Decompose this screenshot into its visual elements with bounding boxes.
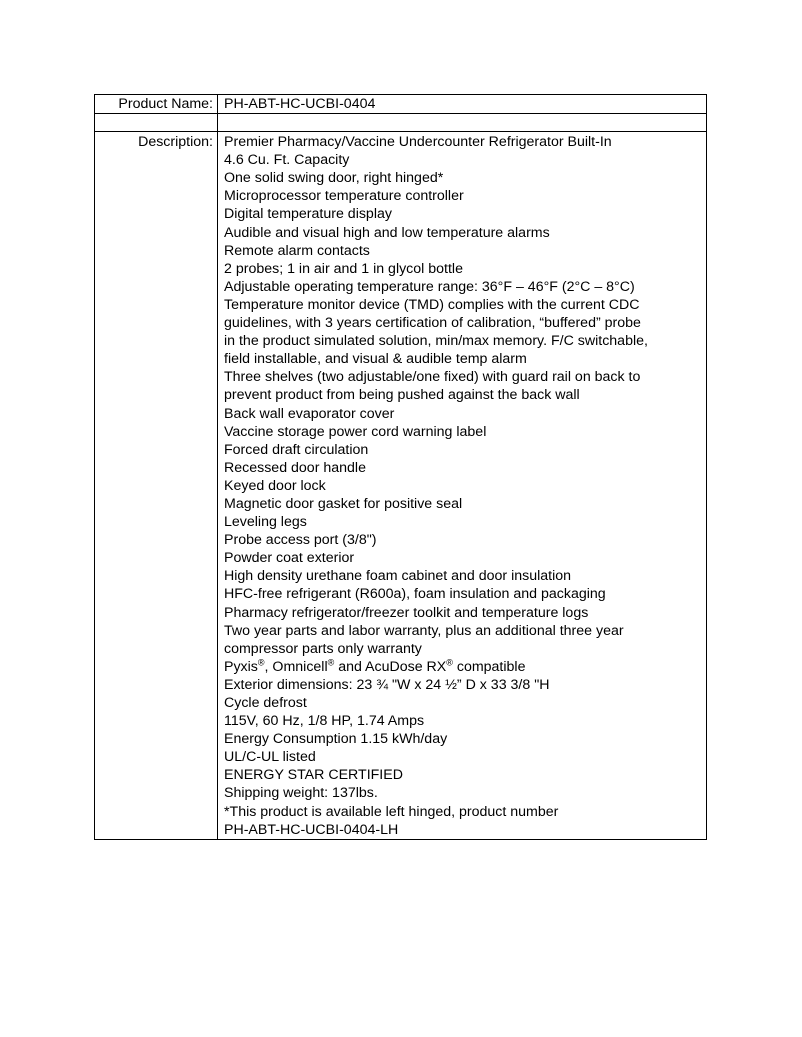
description-line: 2 probes; 1 in air and 1 in glycol bottle <box>224 260 463 277</box>
description-line: One solid swing door, right hinged* <box>224 170 444 187</box>
product-name-label: Product Name: <box>95 95 218 114</box>
product-name-value: PH-ABT-HC-UCBI-0404 <box>218 95 707 114</box>
omnicell-text: , Omnicell <box>264 658 328 675</box>
description-line: Leveling legs <box>224 514 307 531</box>
description-line: Powder coat exterior <box>224 550 355 567</box>
acudose-text: and AcuDose RX <box>334 658 447 675</box>
description-line: guidelines, with 3 years certification of calibration, “buffered” probe <box>224 315 641 332</box>
compatible-text: compatible <box>452 658 526 675</box>
empty-value-cell <box>218 114 707 132</box>
description-line: UL/C-UL listed <box>224 749 316 766</box>
description-line: 115V, 60 Hz, 1/8 HP, 1.74 Amps <box>224 713 425 730</box>
description-line: PH-ABT-HC-UCBI-0404-LH <box>224 821 399 838</box>
description-line: Back wall evaporator cover <box>224 405 395 422</box>
description-line: High density urethane foam cabinet and door insulation <box>224 568 572 585</box>
description-line: Microprocessor temperature controller <box>224 188 464 205</box>
description-line: prevent product from being pushed against the back wall <box>224 387 580 404</box>
description-line: HFC-free refrigerant (R600a), foam insulation and packaging <box>224 586 606 603</box>
description-line: Recessed door handle <box>224 459 366 476</box>
description-line: *This product is available left hinged, product number <box>224 803 559 820</box>
description-line: Remote alarm contacts <box>224 242 370 259</box>
description-line: Premier Pharmacy/Vaccine Undercounter Refrigerator Built-In <box>224 134 612 151</box>
description-label: Description: <box>95 132 218 840</box>
description-line: Vaccine storage power cord warning label <box>224 423 487 440</box>
pyxis-text: Pyxis <box>224 658 258 675</box>
description-line: 4.6 Cu. Ft. Capacity <box>224 152 350 169</box>
description-line: in the product simulated solution, min/max memory. F/C switchable, <box>224 333 648 350</box>
description-lines <box>224 133 702 658</box>
registered-mark: ® <box>257 657 265 668</box>
description-line: Audible and visual high and low temperature alarms <box>224 224 550 241</box>
description-line: Two year parts and labor warranty, plus an additional three year <box>224 622 624 639</box>
description-value <box>218 132 707 840</box>
description-line: ENERGY STAR CERTIFIED <box>224 767 403 784</box>
spec-table <box>94 94 707 840</box>
description-lines-after <box>224 676 702 839</box>
description-line: field installable, and visual & audible temp alarm <box>224 351 527 368</box>
description-row <box>95 132 707 840</box>
description-line: Forced draft circulation <box>224 441 369 458</box>
description-line: Three shelves (two adjustable/one fixed) with guard rail on back to <box>224 369 641 386</box>
description-line: Temperature monitor device (TMD) complies with the current CDC <box>224 296 640 313</box>
description-line: compressor parts only warranty <box>224 640 422 657</box>
product-name-row <box>95 95 707 114</box>
description-line: Probe access port (3/8") <box>224 532 377 549</box>
description-line: Energy Consumption 1.15 kWh/day <box>224 731 448 748</box>
description-line: Shipping weight: 137lbs. <box>224 785 378 802</box>
description-line: Adjustable operating temperature range: 36°F – 46°F (2°C – 8°C) <box>224 278 635 295</box>
description-line: Digital temperature display <box>224 206 392 223</box>
description-line: Magnetic door gasket for positive seal <box>224 495 463 512</box>
description-line: Cycle defrost <box>224 695 307 711</box>
registered-mark: ® <box>446 657 453 668</box>
registered-mark: ® <box>327 657 335 668</box>
description-line: Keyed door lock <box>224 477 326 494</box>
compatibility-line <box>224 658 702 676</box>
empty-label-cell <box>95 114 218 132</box>
empty-row <box>95 114 707 132</box>
description-line: Exterior dimensions: 23 ¾ "W x 24 ½” D x 33 3/8 "H <box>224 676 550 693</box>
description-line: Pharmacy refrigerator/freezer toolkit and temperature logs <box>224 604 589 621</box>
